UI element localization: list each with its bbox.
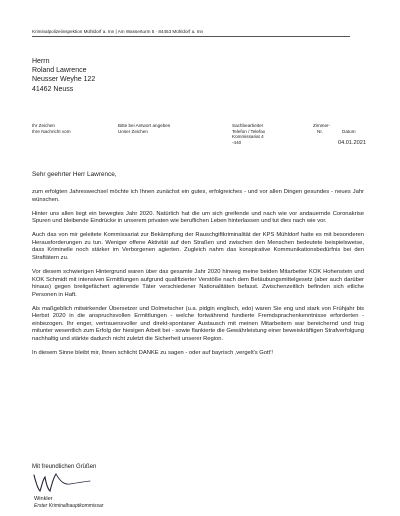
recipient-city: 41462 Neuss: [32, 85, 74, 93]
letter-date: 04.01.2021: [338, 140, 366, 146]
reference-datum: [342, 129, 356, 135]
ihr-zeichen-label: Ihr Zeichen: [32, 123, 55, 128]
body-paragraph: zum erfolgten Jahreswechsel möchte ich Ihnen zunächst ein gutes, erfolgreiches - und vor allen Dingen gesundes - neues Jahr wünschen.: [32, 189, 364, 203]
reference-zimmer: [313, 123, 330, 134]
sender-divider: [32, 36, 350, 37]
sender-return-address: Kriminalpolizeiinspektion Mühldorf a. Inn | Am Wasserturm 5 · 84453 Mühldorf a. Inn: [32, 29, 204, 34]
reference-ihr-zeichen: [32, 123, 71, 134]
signer-title: Erster Kriminalhauptkommissar: [34, 503, 104, 509]
recipient-street: Neusser Weyhe 122: [32, 76, 96, 84]
recipient-salutation-line: Herrn: [32, 58, 50, 65]
salutation: Sehr geehrter Herr Lawrence,: [32, 171, 117, 178]
body-paragraph: Auch das von mir geleitete Kommissariat zur Bekämpfung der Rauschgiftkriminalität der KPS Mühldorf hatte es mit besonderen Herausforderungen zu tun. Weniger offene Aktivität auf den Straßen und zwischen den Menschen bedeutete beispielsweise, dass Kriminelle noch stärker im Verborgenen agierten. Zugleich nahm das konspirative Kommunikationsbedürfnis bei den Straftätern zu.: [32, 232, 364, 261]
body-paragraph: Als maßgeblich mitwirkender Übersetzer und Dolmetscher (u.a. pidgin englisch, edo) waren Sie eng und stark von Frühjahr bis Herbst 2020 in die anspruchsvollen Ermittlungen - welche fortwährend fundierte Fremdsprachenkenntnisse erforderten - einbezogen. Ihr enger, vertrauensvoller und direkt-spontaner Austausch mit meinen Mitarbeitern war bereichernd und trug mitunter wesentlich zum Erfolg der hiesigen Arbeit bei - sowie flankierte die Gewährleistung einer beweiskräftigen Strafverfolgung nachhaltig und stärkte dadurch nicht zuletzt die Sicherheit unserer Region.: [32, 305, 364, 343]
closing-phrase: Mit freundlichen Grüßen: [32, 464, 97, 470]
kommissariat-label: Kommissariat 4: [232, 134, 264, 140]
telefon-label: Telefon / Telefax: [232, 128, 266, 134]
body-paragraph: Vor diesem schwierigen Hintergrund waren über das gesamte Jahr 2020 hinweg meine beiden Mitarbeiter KOK Hohenstein und KOK Schmidt mit intensiven Ermittlungen aufgrund qualifizierter Verstöße nach dem Betäubungsmittelgesetz (aber auch darüber hinaus) gegen breitgefächert agierende Täter verschiedener Nationalitäten befasst. Zwischenzeitlich befinden sich etliche Personen in Haft.: [32, 268, 364, 298]
recipient-name: Roland Lawrence: [32, 67, 87, 75]
datum-label: Datum: [342, 129, 356, 134]
phone-extension: -440: [232, 139, 242, 145]
bitte-angeben-label: Bitte bei Antwort angeben: [118, 123, 171, 128]
sachbearbeiter-label: Sachbearbeiter: [232, 123, 264, 128]
nr-label: Nr.: [317, 128, 323, 134]
unser-zeichen-label: Unser Zeichen: [118, 128, 148, 134]
reference-unser-zeichen: [118, 123, 170, 134]
signer-name: Winkler: [34, 496, 53, 502]
letter-body: [32, 189, 364, 364]
recipient-address-block: [32, 57, 95, 94]
body-paragraph: In diesem Sinne bleibt mir, Ihnen schlicht DANKE zu sagen - oder auf bayrisch ‚vergelt's Gott'!: [32, 350, 273, 357]
ihre-nachricht-label: Ihre Nachricht vom: [32, 128, 71, 134]
reference-sachbearbeiter: [232, 123, 265, 145]
zimmer-label: Zimmer-: [313, 123, 331, 128]
body-paragraph: Hinter uns allen liegt ein bewegtes Jahr 2020. Natürlich hat die um sich greifende und nach wie vor andauernde Coronakrise Spuren und bleibende Eindrücke in unserem privaten wie beruflichen Leben hinterlassen und tut dies nach wie vor.: [32, 210, 364, 225]
handwritten-signature: [30, 469, 120, 495]
